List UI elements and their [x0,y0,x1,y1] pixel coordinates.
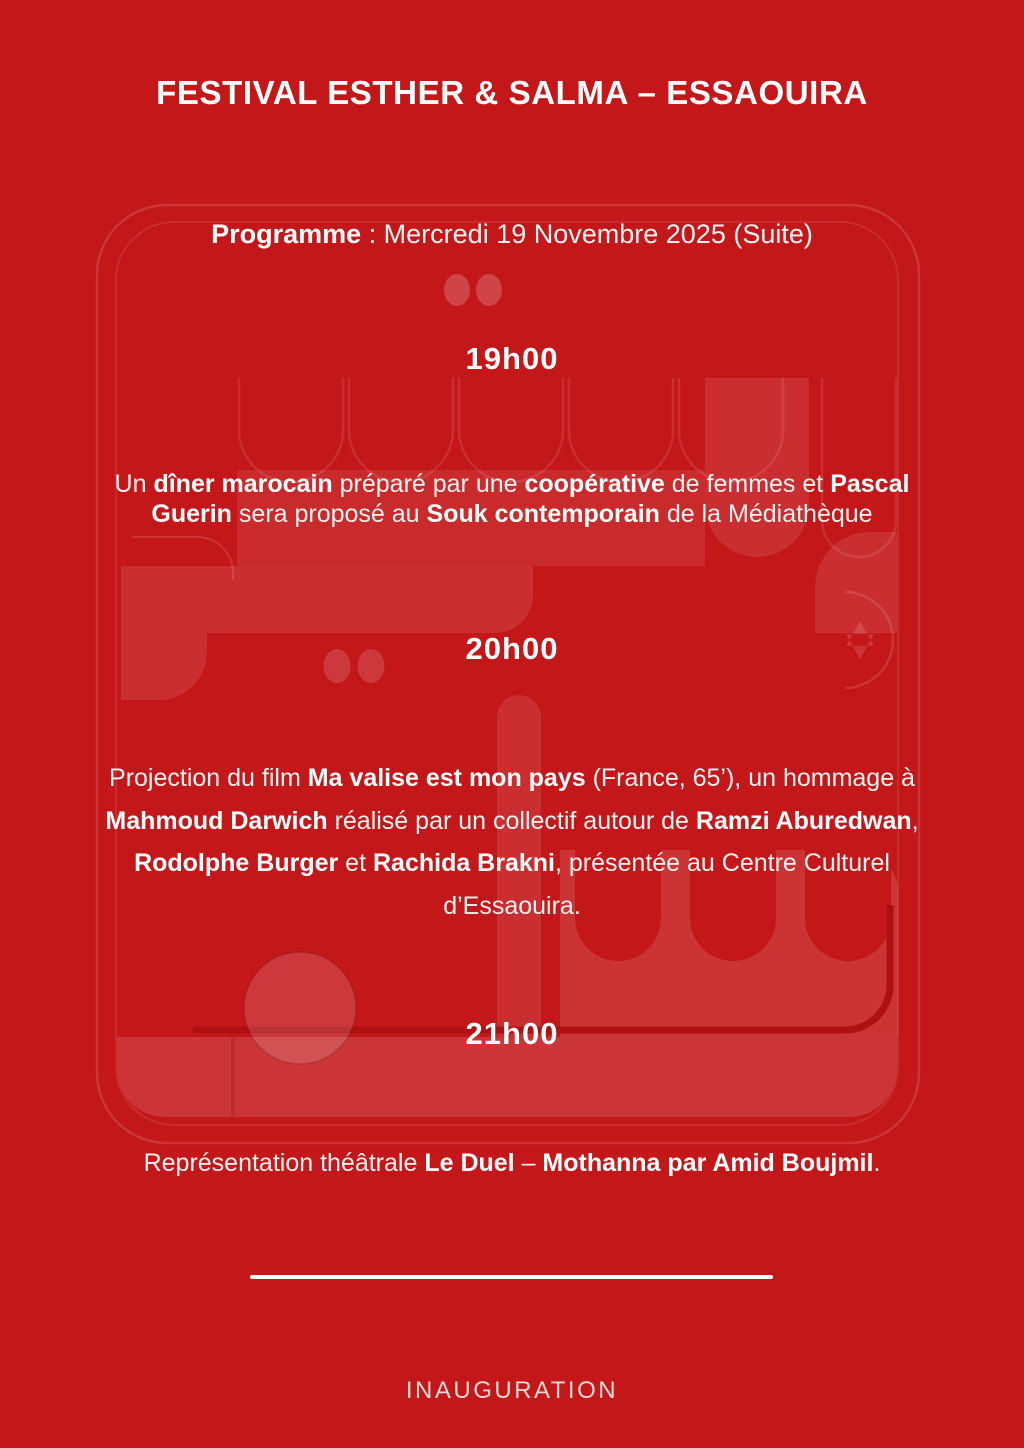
programme-line: Programme : Mercredi 19 Novembre 2025 (Suite) [211,219,813,249]
footer-inauguration: INAUGURATION [405,1377,619,1404]
schedule-time-21h00: 21h00 [465,1016,559,1051]
page-title: FESTIVAL ESTHER & SALMA – ESSAOUIRA [156,74,868,111]
schedule-description-19h00: Un dîner marocain préparé par une coopérative de femmes et Pascal Guerin sera proposé au Souk contemporain de la Médiathèque [114,470,910,528]
schedule-time-19h00: 19h00 [465,341,559,376]
schedule-description-21h00: Représentation théâtrale Le Duel – Mothanna par Amid Boujmil. [143,1149,881,1177]
divider-rule [250,1275,773,1279]
schedule-time-20h00: 20h00 [465,631,559,666]
schedule-description-20h00: Projection du film Ma valise est mon pays (France, 65’), un hommage à Mahmoud Darwich réalisé par un collectif autour de Ramzi Aburedwan, Rodolphe Burger et Rachida Brakni, présentée au Centre Culturel d’Essaouira. [105,764,919,920]
